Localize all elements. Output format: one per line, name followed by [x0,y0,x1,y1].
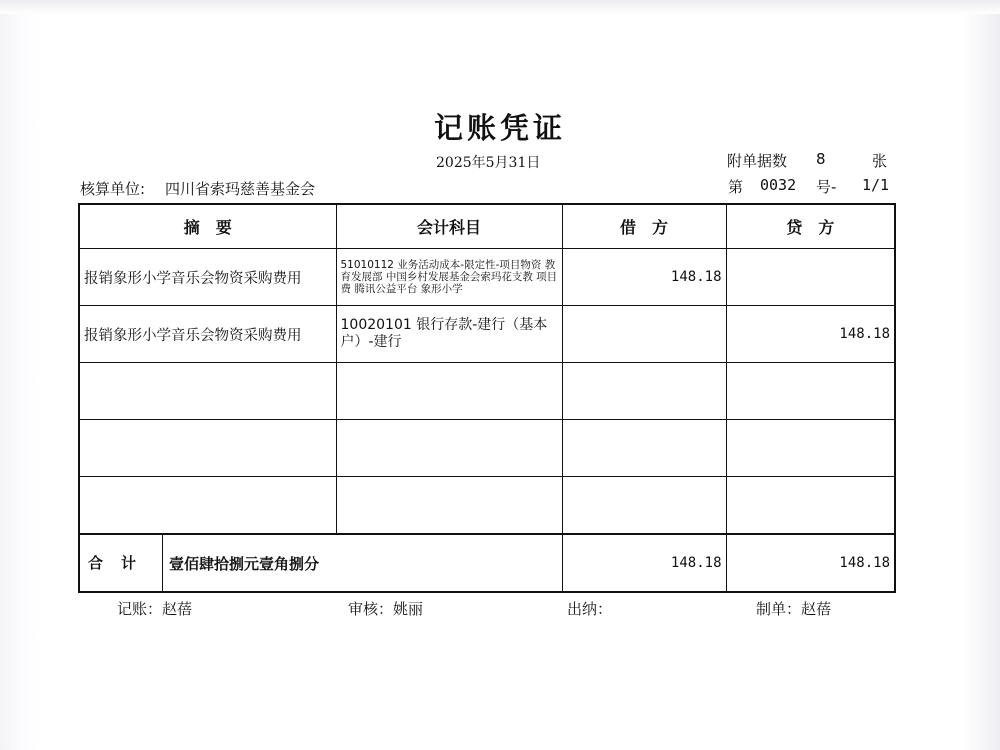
voucher-number-label: 第 [728,178,744,196]
scan-edge [0,0,1000,14]
attachment-label: 附单据数 [727,152,788,170]
total-cell [79,534,562,592]
header-debit: 借 方 [562,204,726,249]
attachment-count: 8 [816,150,826,168]
total-debit-amount: 148.18 [562,534,726,592]
row-summary [79,363,336,420]
accounting-unit-value: 四川省索玛慈善基金会 [165,180,316,198]
header-credit: 贷 方 [726,204,895,249]
table-row [79,363,895,420]
row-debit-amount [562,420,726,477]
header-summary: 摘 要 [79,204,336,249]
voucher-page-number: 1/1 [862,176,890,194]
cashier-signature: 出纳： [567,600,613,618]
header-account-subject: 会计科目 [336,204,562,249]
row-credit-amount: 148.18 [726,306,895,363]
row-debit-amount [562,306,726,363]
row-summary: 报销象形小学音乐会物资采购费用 [79,249,336,306]
row-credit-amount [726,420,895,477]
row-credit-amount [726,477,895,535]
row-summary: 报销象形小学音乐会物资采购费用 [79,306,336,363]
row-credit-amount [726,363,895,420]
attachment-unit: 张 [872,152,888,170]
row-account-subject [336,363,562,420]
table-row [79,306,895,363]
voucher-number-suffix: 号- [816,178,837,196]
voucher-table [78,203,896,593]
row-account-subject: 51010112 业务活动成本-限定性-项目物资 教育发展部 中国乡村发展基金会索玛花支教 项目费 腾讯公益平台 象形小学 [336,249,562,306]
table-row [79,477,895,535]
row-debit-amount: 148.18 [562,249,726,306]
row-debit-amount [562,363,726,420]
bookkeeper-signature: 记账：赵蓓 [117,600,193,618]
total-credit-amount: 148.18 [726,534,895,592]
table-row [79,249,895,306]
voucher-title: 记账凭证 [433,111,566,145]
voucher-date: 2025年5月31日 [436,155,541,171]
total-amount-in-words: 壹佰肆拾捌元壹角捌分 [169,554,320,573]
row-account-subject: 10020101 银行存款-建行（基本户）-建行 [336,306,562,363]
table-header-row [79,204,895,249]
total-row [79,534,895,592]
preparer-signature: 制单：赵蓓 [756,600,832,618]
total-label: 合计 [80,535,163,591]
table-row [79,420,895,477]
voucher-number: 0032 [760,176,797,194]
row-debit-amount [562,477,726,535]
accounting-unit-label: 核算单位: [80,180,146,198]
row-summary [79,420,336,477]
row-summary [79,477,336,535]
row-credit-amount [726,249,895,306]
row-account-subject [336,420,562,477]
reviewer-signature: 审核：姚丽 [348,600,424,618]
row-account-subject [336,477,562,535]
